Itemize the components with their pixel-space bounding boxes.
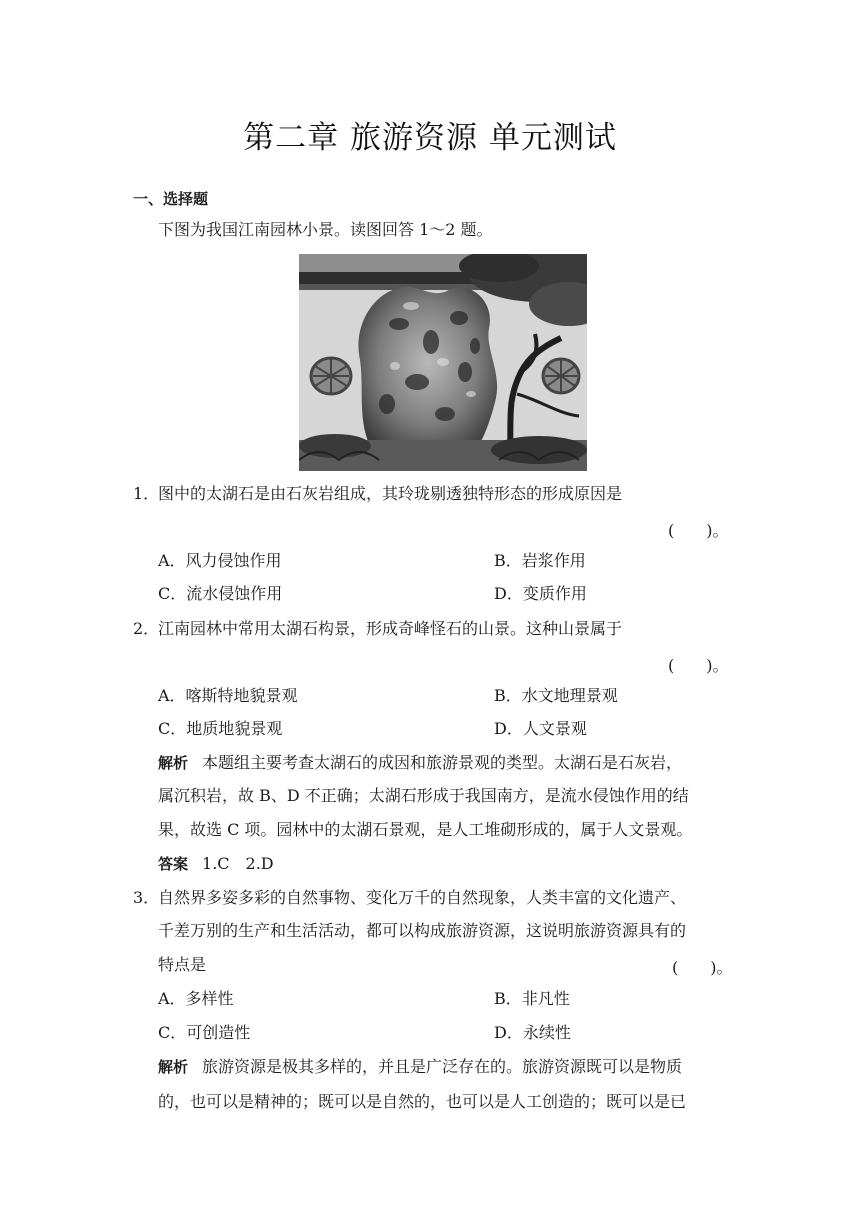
q3-option-b: B．非凡性 <box>494 989 570 1008</box>
question-3-number: 3． <box>133 888 160 907</box>
answer-label: 答案 <box>158 855 189 873</box>
q1-option-a: A．风力侵蚀作用 <box>158 551 282 570</box>
question-2-answer-blank: ( )。 <box>668 656 729 675</box>
q2-option-d: D．人文景观 <box>494 719 587 738</box>
q1-option-d: D．变质作用 <box>494 584 587 603</box>
analysis-3-label: 解析 <box>158 1058 189 1076</box>
analysis-label: 解析 <box>158 754 189 772</box>
q2-option-c: C．地质地貌景观 <box>158 719 283 738</box>
question-2-stem: 江南园林中常用太湖石构景，形成奇峰怪石的山景。这种山景属于 <box>158 619 623 638</box>
analysis-12-line-2: 属沉积岩，故 B、D 不正确；太湖石形成于我国南方，是流水侵蚀作用的结 <box>158 786 689 805</box>
question-1-number: 1． <box>133 484 160 503</box>
question-3-answer-blank: ( )。 <box>672 958 733 977</box>
question-1-stem: 图中的太湖石是由石灰岩组成，其玲珑剔透独特形态的形成原因是 <box>158 484 623 503</box>
question-3-stem-line-1: 自然界多姿多彩的自然事物、变化万千的自然现象，人类丰富的文化遗产、 <box>158 888 687 907</box>
page-title: 第二章 旅游资源 单元测试 <box>243 120 617 156</box>
intro-text: 下图为我国江南园林小景。读图回答 1～2 题。 <box>158 220 493 239</box>
taihu-stone-garden-photo <box>299 254 587 471</box>
q3-option-c: C．可创造性 <box>158 1023 251 1042</box>
q2-option-b: B．水文地理景观 <box>494 686 618 705</box>
q1-option-b: B．岩浆作用 <box>494 551 586 570</box>
analysis-12-line-1: 解析 本题组主要考查太湖石的成因和旅游景观的类型。太湖石是石灰岩， <box>158 753 683 772</box>
question-3-stem-line-2: 千差万别的生产和生活活动，都可以构成旅游资源，这说明旅游资源具有的 <box>158 921 687 940</box>
q3-option-a: A．多样性 <box>158 989 234 1008</box>
q3-option-d: D．永续性 <box>494 1023 571 1042</box>
question-1-answer-blank: ( )。 <box>668 521 729 540</box>
question-2-number: 2． <box>133 619 160 638</box>
section-heading: 一、选择题 <box>133 190 209 208</box>
q2-option-a: A．喀斯特地貌景观 <box>158 686 298 705</box>
answer-12: 答案 1.C 2.D <box>158 854 274 873</box>
analysis-12-line-3: 果，故选 C 项。园林中的太湖石景观，是人工堆砌形成的，属于人文景观。 <box>158 820 693 839</box>
q1-option-c: C．流水侵蚀作用 <box>158 584 283 603</box>
analysis-3-line-2: 的，也可以是精神的；既可以是自然的，也可以是人工创造的；既可以是已 <box>158 1092 687 1111</box>
question-3-stem-line-3: 特点是 <box>158 955 207 974</box>
analysis-3-line-1: 解析 旅游资源是极其多样的，并且是广泛存在的。旅游资源既可以是物质 <box>158 1057 683 1076</box>
